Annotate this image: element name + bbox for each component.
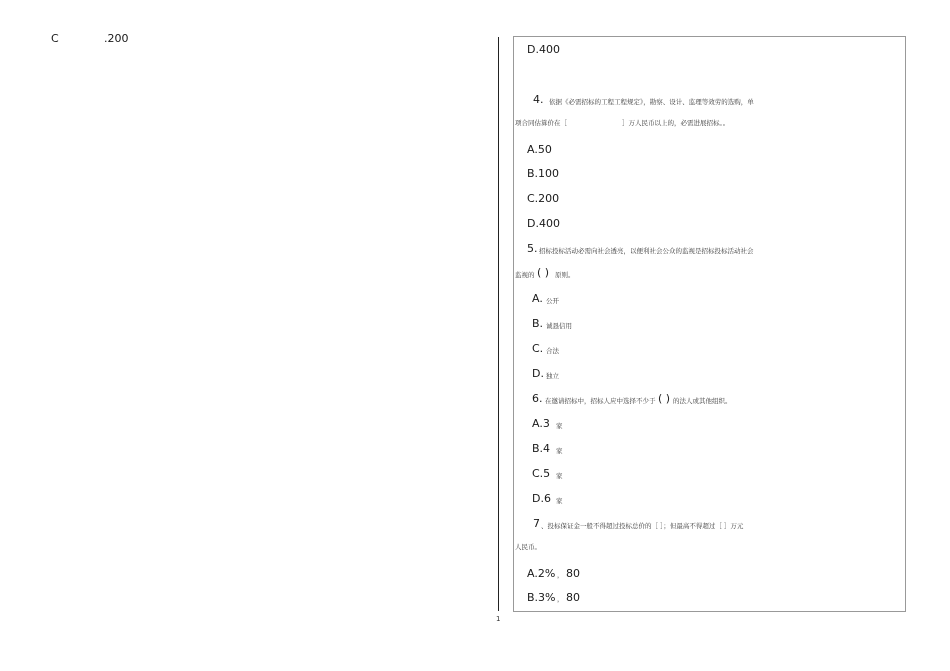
q4-option-a: A.50: [527, 143, 552, 156]
q6-number: 6.: [532, 392, 543, 405]
q7-text-line1: 、投标保证金一般不得超过投标总价的［ ］；但最高不得超过［ ］万元: [541, 522, 744, 530]
q5-text-line2a: 监视的: [515, 271, 535, 279]
q6-option-b-letter: B.4: [532, 442, 551, 455]
q4-number: 4.: [533, 93, 544, 106]
q5-text-line1: 招标投标活动必需向社会透亮，以便利社会公众的监视是招标投标活动社会: [539, 247, 754, 255]
q6-option-b-text: 家: [556, 447, 563, 455]
q6-option-a-letter: A.3: [532, 417, 550, 430]
q4-text-line2b: ］万人民币以上的，必需进展招标。。: [622, 119, 730, 127]
q7-number: 7: [533, 517, 540, 530]
q5-number: 5.: [527, 242, 538, 255]
q5-text-line2b: 原则。: [555, 271, 575, 279]
option-value: .200: [104, 32, 129, 45]
q5-option-b-letter: B.: [532, 317, 544, 330]
q4-text-line2a: 项合同估算价在［: [515, 119, 567, 127]
q6-blank-paren: ( ): [658, 392, 671, 405]
q6-option-c-text: 家: [556, 472, 563, 480]
q5-blank-paren: ( ): [537, 266, 550, 279]
option-letter: C: [51, 32, 59, 45]
q4-option-d: D.400: [527, 217, 560, 230]
q7-option-a-value2: 80: [566, 567, 580, 580]
q7-option-a-sep: ，: [557, 571, 564, 579]
q3-option-d: D.400: [527, 43, 560, 56]
q5-option-d-letter: D.: [532, 367, 544, 380]
q5-option-a-text: 公开: [546, 297, 559, 305]
q5-option-c-text: 合法: [546, 347, 559, 355]
q4-option-c: C.200: [527, 192, 560, 205]
q5-option-b-text: 诚恳信用: [546, 322, 572, 330]
q6-option-c-letter: C.5: [532, 467, 551, 480]
q4-option-b: B.100: [527, 167, 560, 180]
q4-text-line1: 依据《必需招标的工程工程规定》，勘察、设计、监理等效劳的选购，单: [549, 98, 754, 106]
q7-option-b-value2: 80: [566, 591, 580, 604]
q6-option-d-text: 家: [556, 497, 563, 505]
q6-text-a: 在邀请招标中，招标人应中选择不少于: [545, 397, 656, 405]
q6-option-d-letter: D.6: [532, 492, 551, 505]
q7-text-line2: 人民币。: [515, 543, 541, 551]
q5-option-a-letter: A.: [532, 292, 543, 305]
q7-option-b-sep: ，: [557, 595, 564, 603]
q7-option-a-value1: A.2%: [527, 567, 556, 580]
page-number: 1: [496, 615, 501, 623]
q5-option-c-letter: C.: [532, 342, 544, 355]
q6-option-a-text: 家: [556, 422, 563, 430]
column-divider: [498, 37, 499, 611]
q5-option-d-text: 独立: [546, 372, 559, 380]
q6-text-b: 的法人或其他组织。: [673, 397, 732, 405]
q7-option-b-value1: B.3%: [527, 591, 556, 604]
